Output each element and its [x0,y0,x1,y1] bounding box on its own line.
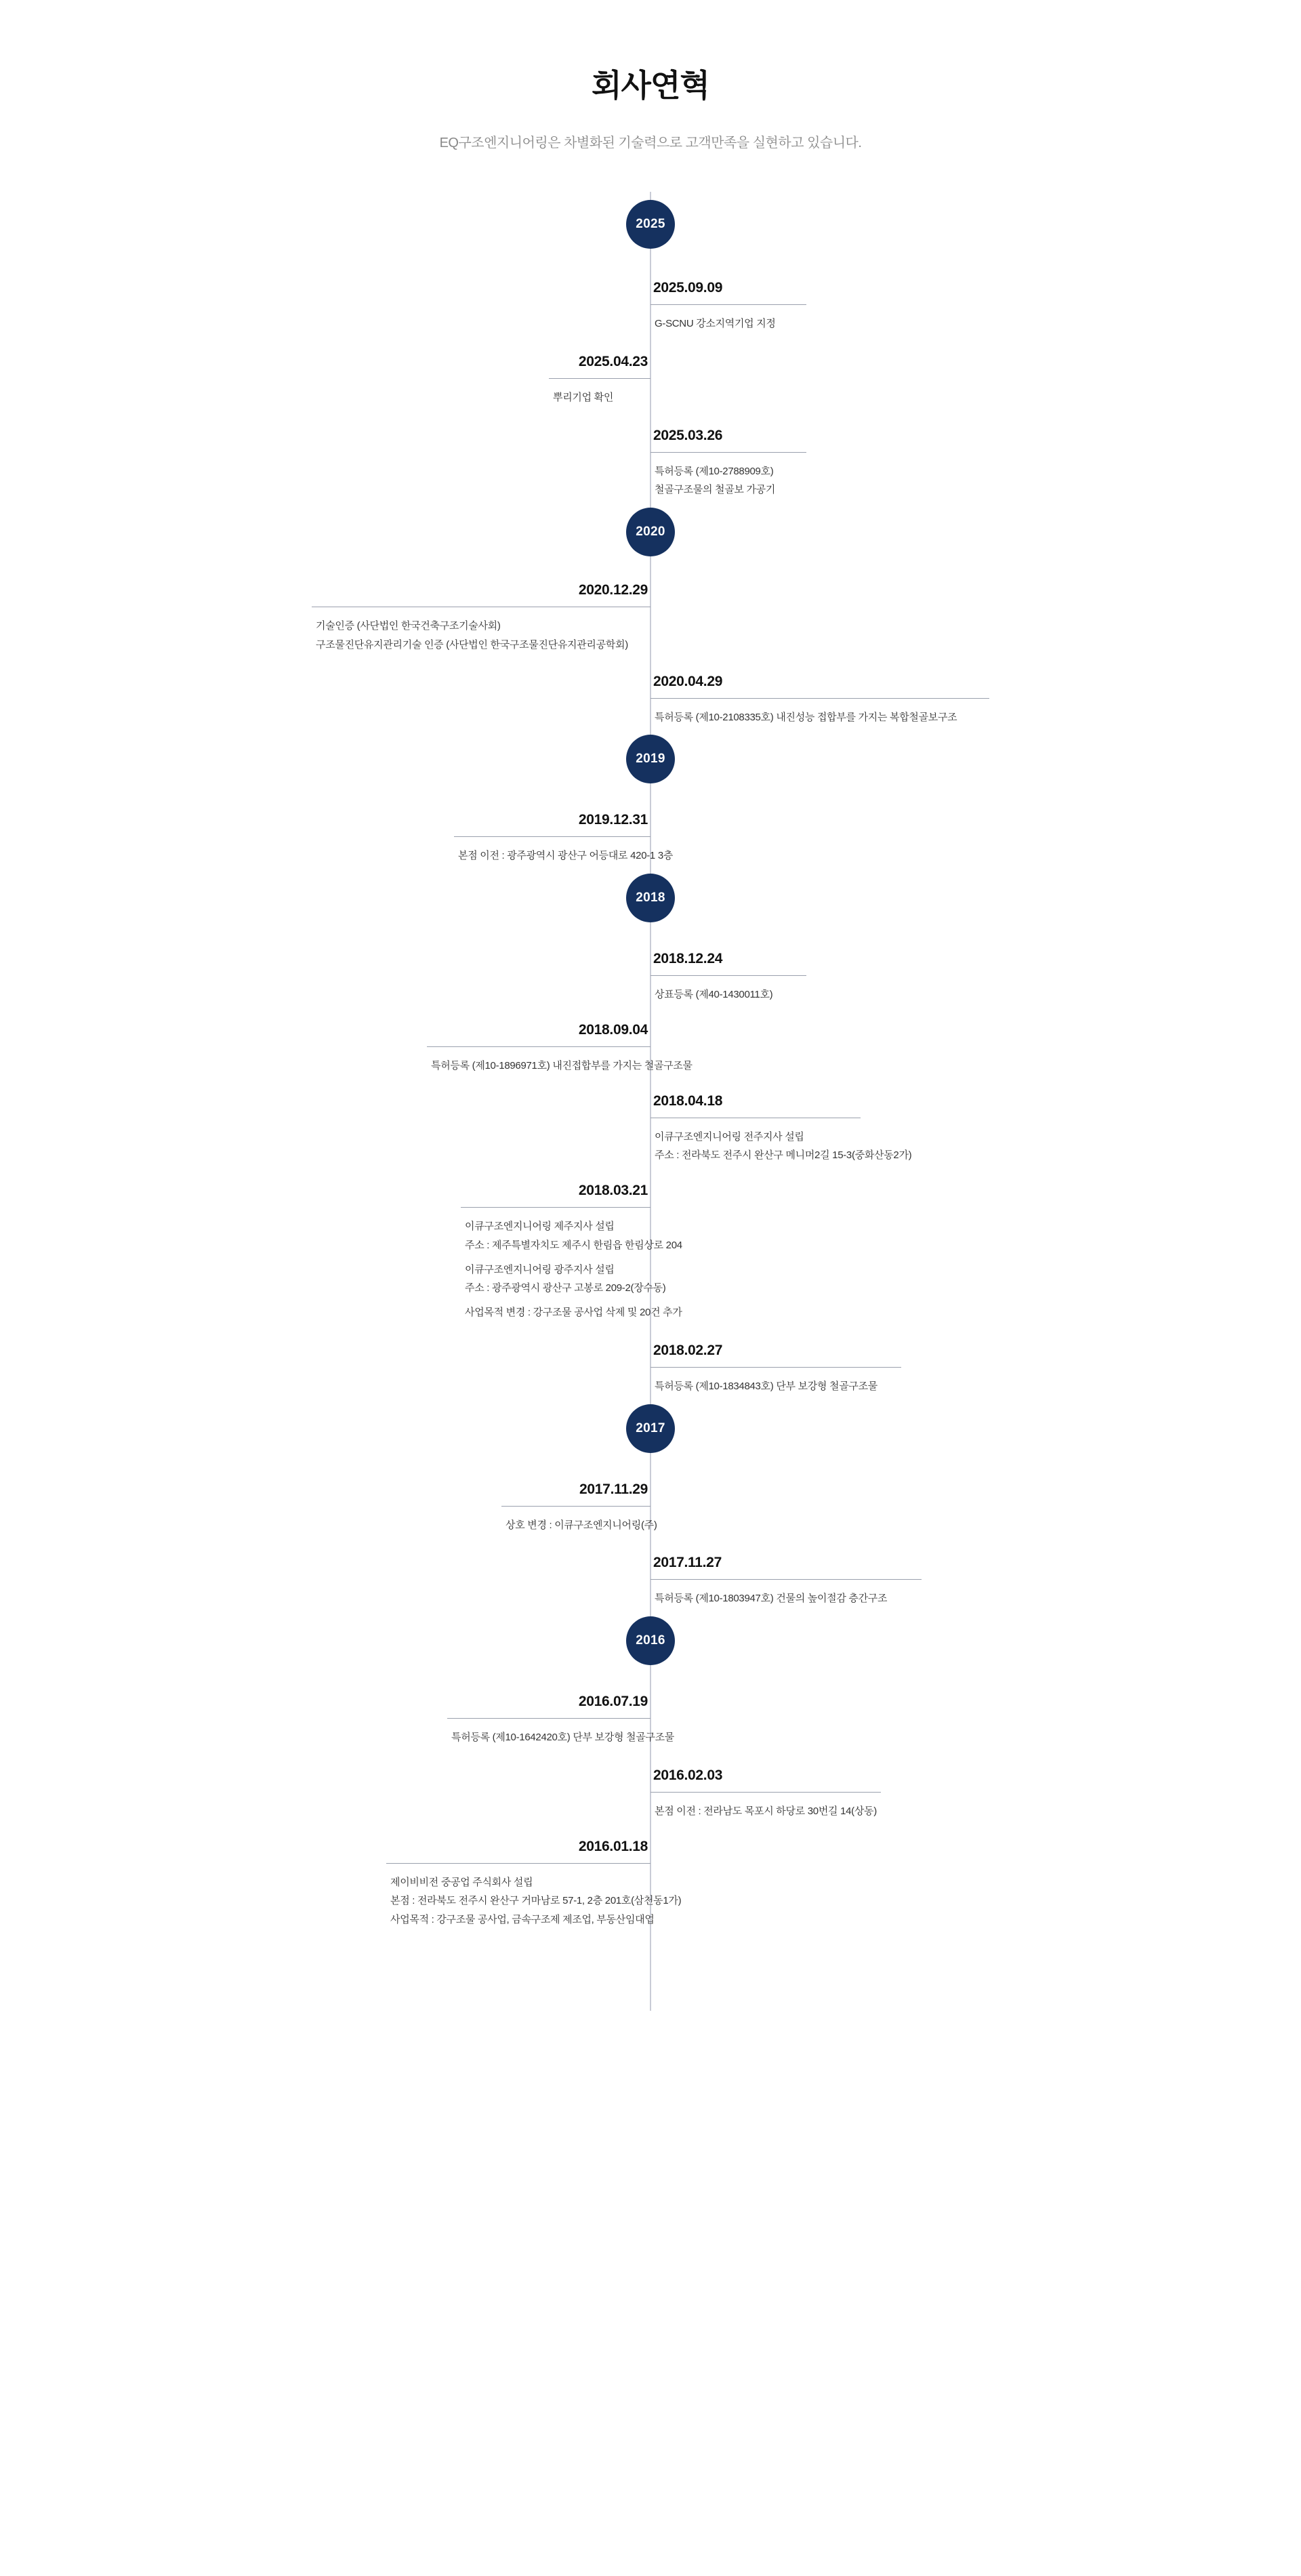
entry-line: 상표등록 (제40-1430011호) [655,989,773,1000]
entry-content-half [0,1481,657,1535]
entry-empty-half [650,354,1301,407]
entry-line: 본점 이전 : 전라남도 목포시 하당로 30번길 14(상동) [655,1805,877,1817]
timeline-entry [0,428,1301,500]
timeline-year-marker [0,865,1301,931]
entry-line-gap [465,1255,650,1261]
entry-content-half [0,582,650,655]
year-bubble: 2025 [626,200,675,249]
entry-line: 주소 : 제주특별자치도 제주시 한림읍 한림상로 204 [465,1239,682,1251]
entry-date: 2017.11.27 [653,1555,722,1571]
entry-line: 사업목적 변경 : 강구조물 공사업 삭제 및 20건 추가 [465,1307,682,1318]
entry-line: 특허등록 (제10-2788909호) [655,465,774,477]
entry-date: 2025.09.09 [653,280,723,295]
timeline-entry [0,1767,1301,1821]
entry-description [650,976,806,1004]
entry-content-half [0,1838,682,1929]
year-bubble: 2020 [626,508,675,556]
entry-empty-half [0,1093,650,1166]
entry-line: 뿌리기업 확인 [553,391,614,403]
page-subtitle: EQ구조엔지니어링은 차별화된 기술력으로 고객만족을 실현하고 있습니다. [439,136,862,150]
entry-inner [650,1767,881,1821]
entry-line: 특허등록 (제10-1642420호) 단부 보강형 철골구조물 [451,1732,674,1743]
entry-line: 철골구조물의 철골보 가공기 [655,484,776,496]
entry-line: 제이비비전 중공업 주식회사 설립 [390,1876,533,1888]
page-header [0,0,1301,151]
entry-date: 2018.12.24 [653,951,723,966]
entry-description [447,1719,674,1747]
timeline-entry [0,1839,1301,1929]
entry-date: 2018.03.21 [578,1183,648,1198]
entry-content-half [0,1694,674,1747]
timeline-entry [0,1481,1301,1535]
timeline-entry [0,582,1301,655]
entry-content-half [0,812,674,865]
entry-line-gap [465,1298,650,1303]
timeline-entry [0,1183,1301,1322]
entry-content-half [650,428,1301,500]
entry-line: 사업목적 : 강구조물 공사업, 금속구조제 제조업, 부동산임대업 [390,1914,655,1925]
entry-description [501,1507,657,1535]
year-bubble: 2017 [626,1404,675,1453]
entry-line: 이큐구조엔지니어링 광주지사 설립 [465,1263,615,1275]
year-bubble: 2019 [626,735,675,783]
timeline-entry [0,812,1301,865]
entry-inner [549,354,650,407]
entry-content-half [0,354,650,407]
timeline-entry [0,1343,1301,1396]
entry-inner [501,1481,657,1535]
entry-description [312,607,650,655]
entry-inner [650,1343,901,1396]
entry-description [650,1580,922,1608]
entry-description [650,1368,901,1396]
entry-empty-half [650,1481,1301,1535]
entry-content-half [650,674,1301,727]
entry-inner [386,1838,682,1929]
timeline-year-marker [0,727,1301,792]
entry-date: 2016.02.03 [653,1767,723,1783]
timeline-entry [0,1694,1301,1747]
year-bubble: 2016 [626,1616,675,1665]
entry-date: 2016.07.19 [578,1694,648,1709]
entry-line: 특허등록 (제10-1896971호) 내진접합부를 가지는 철골구조물 [431,1059,693,1071]
entry-line: 주소 : 광주광역시 광산구 고봉로 209-2(장수동) [465,1282,666,1294]
entry-inner [427,1021,693,1076]
entry-description [650,453,806,500]
entry-description [454,837,674,865]
entry-date: 2018.09.04 [578,1021,648,1038]
entry-empty-half [0,1555,650,1608]
timeline-year-marker [0,1396,1301,1461]
entry-empty-half [0,674,650,727]
entry-date: 2016.01.18 [578,1838,648,1854]
entry-inner [312,582,650,655]
entry-line: 특허등록 (제10-1834843호) 단부 보강형 철골구조물 [655,1380,877,1392]
entry-content-half [650,1555,1301,1608]
entry-empty-half [0,280,650,333]
entry-line: 특허등록 (제10-2108335호) 내진성능 접합부를 가지는 복합철골보구조 [655,711,957,723]
entry-date: 2017.11.29 [579,1481,648,1497]
entry-description [650,305,806,333]
timeline-entry [0,354,1301,407]
entry-description [650,1793,881,1821]
timeline-year-marker [0,1608,1301,1673]
entry-inner [650,280,806,333]
entry-content-half [0,1183,682,1322]
entry-date: 2020.12.29 [578,582,648,598]
timeline-entry [0,951,1301,1004]
company-history-timeline [0,192,1301,2011]
entry-empty-half [650,1694,1301,1747]
page-title: 회사연혁 [592,68,709,103]
entry-line: G-SCNU 강소지역기업 지정 [655,318,776,329]
entry-content-half [650,1093,1301,1166]
entry-date: 2018.02.27 [653,1342,723,1358]
timeline-body [0,192,1301,1929]
entry-content-half [650,1767,1301,1821]
entry-inner [650,674,989,727]
entry-description [427,1047,693,1076]
entry-description [650,699,989,727]
entry-empty-half [650,1839,1301,1929]
entry-inner [650,951,806,1004]
year-bubble: 2018 [626,874,675,922]
entry-inner [461,1183,682,1322]
entry-description [461,1208,682,1322]
entry-empty-half [650,812,1301,865]
entry-empty-half [0,951,650,1004]
entry-inner [650,428,806,500]
entry-content-half [650,951,1301,1004]
timeline-year-marker [0,192,1301,257]
entry-empty-half [650,1183,1301,1322]
entry-line: 상호 변경 : 이큐구조엔지니어링(주) [505,1519,657,1531]
entry-content-half [650,280,1301,333]
entry-date: 2025.03.26 [653,427,723,443]
entry-description [650,1118,912,1166]
entry-line: 주소 : 전라북도 전주시 완산구 메니머2길 15-3(중화산동2가) [655,1149,912,1162]
entry-line: 이큐구조엔지니어링 전주지사 설립 [655,1130,804,1143]
entry-inner [650,1092,912,1166]
entry-description [386,1864,682,1929]
entry-line: 이큐구조엔지니어링 제주지사 설립 [465,1221,615,1232]
entry-line: 구조물진단유지관리기술 인증 (사단법인 한국구조물진단유지관리공학회) [316,638,628,651]
timeline-entry [0,674,1301,727]
entry-empty-half [0,1343,650,1396]
entry-empty-half [650,582,1301,655]
entry-empty-half [0,428,650,500]
timeline-year-marker [0,499,1301,565]
entry-line: 특허등록 (제10-1803947호) 건물의 높이절감 층간구조 [655,1593,888,1605]
entry-line: 본점 이전 : 광주광역시 광산구 어등대로 420-1 3층 [458,850,674,862]
timeline-entry [0,1555,1301,1608]
entry-date: 2025.04.23 [578,353,648,369]
entry-line: 기술인증 (사단법인 한국건축구조기술사회) [316,620,501,632]
entry-inner [454,812,674,865]
entry-content-half [0,1021,693,1076]
entry-description [549,379,650,407]
entry-empty-half [650,1022,1301,1076]
entry-inner [447,1694,674,1747]
timeline-entry [0,1022,1301,1076]
entry-line: 본점 : 전라북도 전주시 완산구 거마남로 57-1, 2층 201호(삼천동1가) [390,1895,682,1907]
entry-inner [650,1555,922,1608]
entry-empty-half [0,1767,650,1821]
entry-content-half [650,1343,1301,1396]
timeline-entry [0,1093,1301,1166]
timeline-entry [0,280,1301,333]
entry-date: 2018.04.18 [653,1092,723,1109]
entry-date: 2019.12.31 [578,812,648,828]
entry-date: 2020.04.29 [653,673,723,689]
